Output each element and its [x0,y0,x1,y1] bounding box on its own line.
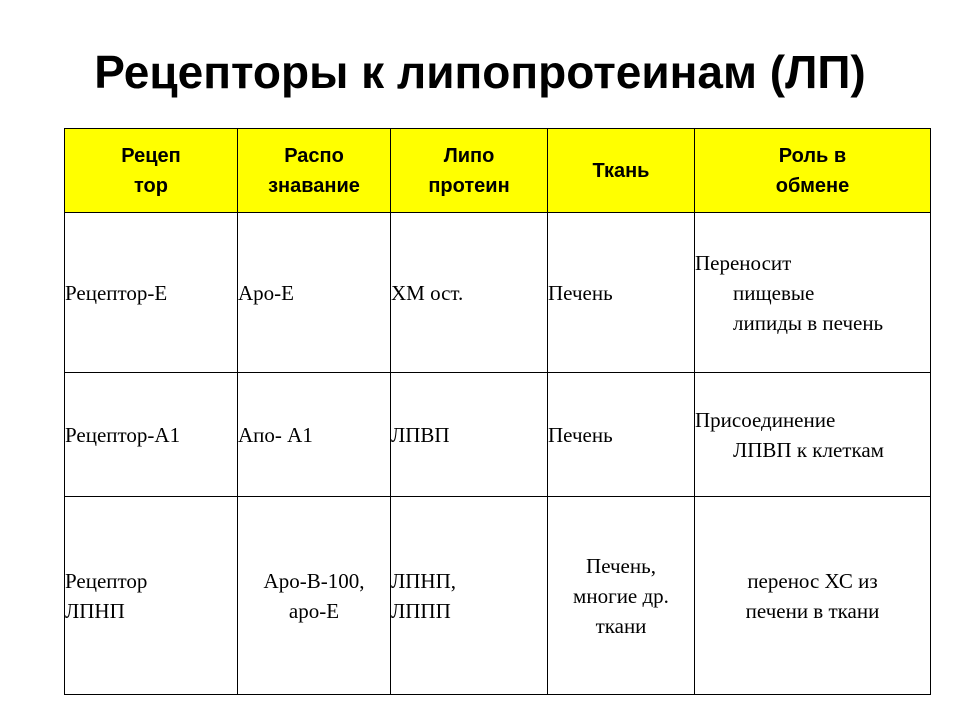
cell-text: перенос ХС из [747,568,878,593]
cell-role [695,213,931,373]
cell-text: ХМ ост. [391,280,464,305]
cell-text: Печень, [586,553,656,578]
cell-receptor [65,373,238,497]
header-text: знавание [268,174,360,197]
cell-tissue [548,213,695,373]
cell-recognition [238,497,391,695]
cell-receptor [65,497,238,695]
header-text: протеин [428,174,510,197]
cell-receptor [65,213,238,373]
cell-recognition [238,213,391,373]
cell-tissue [548,497,695,695]
cell-text: Переносит [695,250,792,275]
header-role [695,129,931,213]
receptor-table [64,128,931,695]
cell-lipoprotein [391,373,548,497]
cell-lipoprotein [391,497,548,695]
cell-text: печени в ткани [745,598,880,623]
header-text: Роль в [778,144,847,167]
cell-text: Присоединение [695,407,836,432]
table-row [65,497,931,695]
cell-text: Печень [548,422,613,447]
cell-text: многие др. [573,583,669,608]
slide-title: Рецепторы к липопротеинам (ЛП) [94,46,866,98]
header-text: Ткань [592,159,650,182]
table-header-row [65,129,931,213]
table-row [65,213,931,373]
cell-text: Рецептор [65,568,148,593]
header-text: Липо [443,144,495,167]
cell-text: apo-E [288,598,340,623]
header-text: Распо [284,144,344,167]
cell-role [695,497,931,695]
table-row [65,373,931,497]
header-recognition [238,129,391,213]
cell-text: пищевые [733,280,815,305]
cell-text: ЛПНП [65,598,125,623]
cell-text: Apo-B-100, [263,568,365,593]
header-text: Рецеп [121,144,181,167]
header-text: тор [134,174,168,197]
cell-text: Печень [548,280,613,305]
cell-recognition [238,373,391,497]
header-text: обмене [775,174,850,197]
cell-text: липиды в печень [733,310,884,335]
cell-text: ткани [595,613,647,638]
cell-text: Рецептор-А1 [65,422,181,447]
cell-lipoprotein [391,213,548,373]
cell-tissue [548,373,695,497]
header-tissue [548,129,695,213]
cell-role [695,373,931,497]
cell-text: Apo-E [238,280,294,305]
cell-text: ЛПНП, [391,568,456,593]
cell-text: ЛПВП [391,422,450,447]
cell-text: Рецептор-Е [65,280,168,305]
cell-text: ЛПВП к клеткам [733,437,884,462]
cell-text: Апо- А1 [238,422,313,447]
header-receptor [65,129,238,213]
cell-text: ЛППП [391,598,451,623]
header-lipoprotein [391,129,548,213]
